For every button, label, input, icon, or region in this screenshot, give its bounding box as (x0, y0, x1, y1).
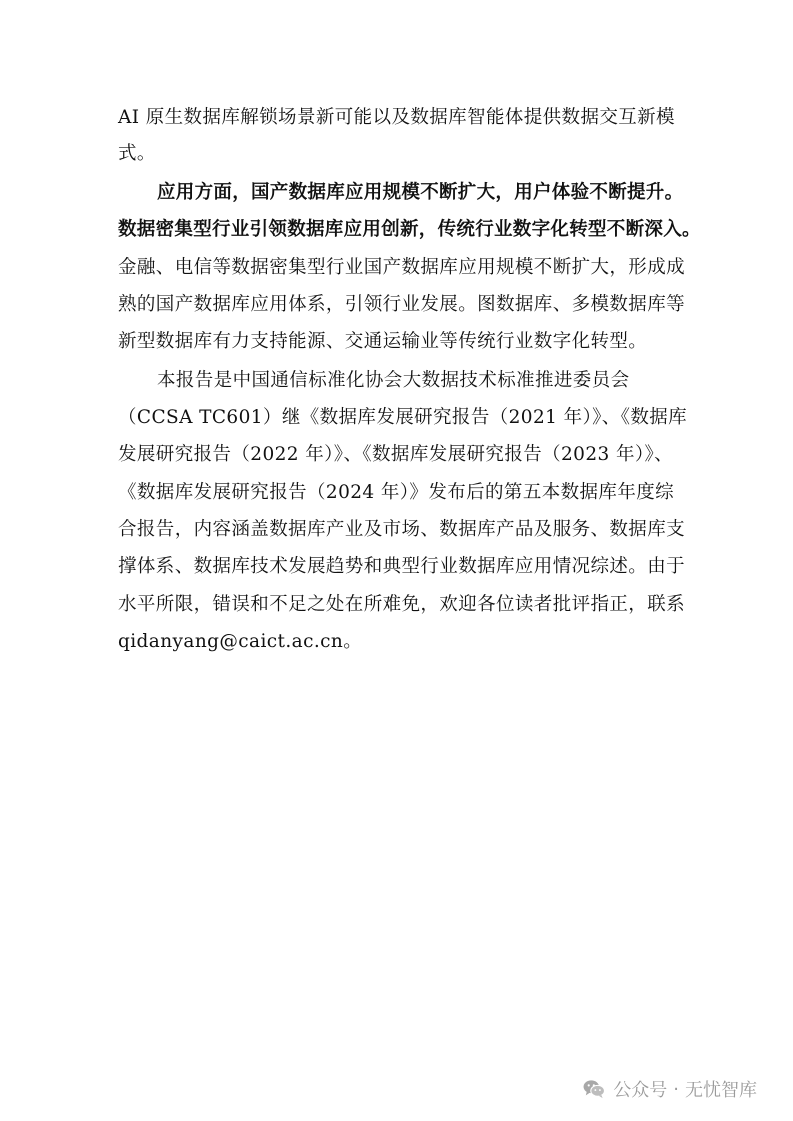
paragraph-3-line-5: 合报告，内容涵盖数据库产业及市场、数据库产品及服务、数据库支 (118, 519, 686, 540)
paragraph-2-bold-line-2: 数据密集型行业引领数据库应用创新，传统行业数字化转型不断深入。 (118, 219, 701, 240)
watermark-separator: · (673, 1078, 679, 1100)
watermark-label: 公众号 (613, 1080, 668, 1101)
paragraph-3-line-7: 水平所限，错误和不足之处在所难免，欢迎各位读者批评指正，联系 (118, 594, 686, 615)
wechat-icon (583, 1079, 605, 1099)
paragraph-2-line-1: 金融、电信等数据密集型行业国产数据库应用规模不断扩大，形成成 (118, 257, 686, 278)
paragraph-2-bold-line-1: 应用方面，国产数据库应用规模不断扩大，用户体验不断提升。 (157, 182, 684, 203)
paragraph-2-line-3: 新型数据库有力支持能源、交通运输业等传统行业数字化转型。 (118, 331, 648, 352)
paragraph-2-line-2: 熟的国产数据库应用体系，引领行业发展。图数据库、多模数据库等 (118, 294, 686, 315)
paragraph-3-line-4: 《数据库发展研究报告（2024 年）》发布后的第五本数据库年度综 (118, 482, 675, 503)
paragraph-1-line-2: 式。 (118, 143, 156, 164)
watermark-account: 无忧智库 (685, 1080, 757, 1101)
paragraph-3-line-8: qidanyang@caict.ac.cn。 (118, 631, 363, 652)
paragraph-3-line-1: 本报告是中国通信标准化协会大数据技术标准推进委员会 (157, 370, 630, 391)
paragraph-3-line-3: 发展研究报告（2022 年）》、《数据库发展研究报告（2023 年）》、 (118, 444, 674, 465)
paragraph-3-line-6: 撑体系、数据库技术发展趋势和典型行业数据库应用情况综述。由于 (118, 556, 686, 577)
paragraph-1-line-1: AI 原生数据库解锁场景新可能以及数据库智能体提供数据交互新模 (118, 107, 675, 128)
watermark (583, 1075, 757, 1103)
paragraph-3-line-2: （CCSA TC601）继《数据库发展研究报告（2021 年）》、《数据库 (118, 407, 688, 428)
